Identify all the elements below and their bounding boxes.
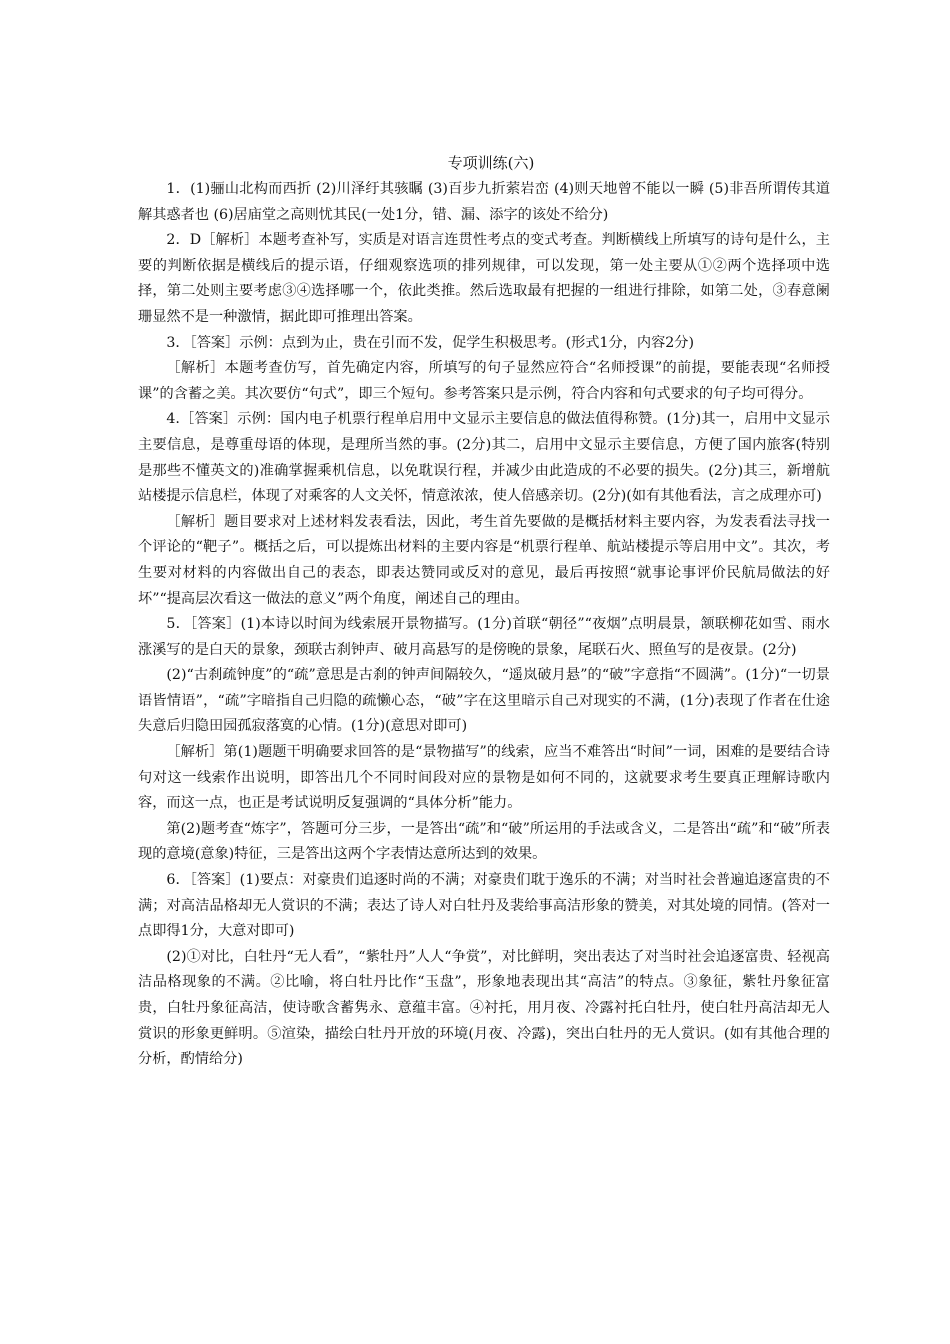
answer-1: 1．(1)骊山北构而西折 (2)川泽纡其骇瞩 (3)百步九折萦岩峦 (4)则天地曾不能以一瞬 (5)非吾所谓传其道解其惑者也 (6)居庙堂之高则忧其民(一处1分，错、漏、添字的该处不给分) xyxy=(138,181,830,223)
answer-5-part-2: (2)“古刹疏钟度”的“疏”意思是古刹的钟声间隔较久，“遥岚破月悬”的“破”字意指“不圆满”。(1分)“一切景语皆情语”，“疏”字暗指自己归隐的疏懒心态，“破”字在这里暗示自己对现实的不满，(1分)表现了作者在仕途失意后归隐田园孤寂落寞的心情。(1分)(意思对即可) xyxy=(138,667,830,735)
answer-3: 3．［答案］示例：点到为止，贵在引而不发，促学生积极思考。(形式1分，内容2分) xyxy=(166,334,695,351)
answer-4: 4.［答案］示例：国内电子机票行程单启用中文显示主要信息的做法值得称赞。(1分)其一，启用中文显示主要信息，是尊重母语的体现，是理所当然的事。(2分)其二，启用中文显示主要信息，方便了国内旅客(特别是那些不懂英文的)准确掌握乘机信息，以免耽误行程，并减少由此造成的不必要的损失。(2分)其三，新增航站楼提示信息栏，体现了对乘客的人文关怀，情意浓浓，使人倍感亲切。(2分)(如有其他看法，言之成理亦可) xyxy=(138,411,830,505)
page-title: 专项训练(六) xyxy=(447,154,535,172)
analysis-5-part-2: 第(2)题考查“炼字”，答题可分三步，一是答出“疏”和“破”所运用的手法或含义，二是答出“疏”和“破”所表现的意境(意象)特征，三是答出这两个字表情达意所达到的效果。 xyxy=(138,820,830,863)
analysis-4: ［解析］题目要求对上述材料发表看法，因此，考生首先要做的是概括材料主要内容，为发表看法寻找一个评论的“靶子”。概括之后，可以提炼出材料的主要内容是“机票行程单、航站楼提示等启用中文”。其次，考生要对材料的内容做出自己的表态，即表达赞同或反对的意见，最后再按照“就事论事评价民航局做法的好坏”“提高层次看这一做法的意义”两个角度，阐述自己的理由。 xyxy=(138,513,830,607)
answer-6-part-1: 6．［答案］(1)要点：对豪贵们追逐时尚的不满；对豪贵们耽于逸乐的不满；对当时社会普遍追逐富贵的不满；对高洁品格却无人赏识的不满；表达了诗人对白牡丹及裴给事高洁形象的赞美，对其处境的同情。(答对一点即得1分，大意对即可) xyxy=(138,872,830,940)
document-page xyxy=(138,152,830,1073)
analysis-3: ［解析］本题考查仿写，首先确定内容，所填写的句子显然应符合“名师授课”的前提，要能表现“名师授课”的含蓄之美。其次要仿“句式”，即三个短句。参考答案只是示例，符合内容和句式要求的句子均可得分。 xyxy=(138,360,830,402)
answer-5-part-1: 5．［答案］(1)本诗以时间为线索展开景物描写。(1分)首联“朝径”“夜烟”点明晨景，颔联柳花如雪、雨水涨溪写的是白天的景象，颈联古刹钟声、破月高悬写的是傍晚的景象，尾联石火、照鱼写的是夜景。(2分) xyxy=(138,616,830,658)
analysis-5-part-1: ［解析］第(1)题题干明确要求回答的是“景物描写”的线索，应当不难答出“时间”一词，困难的是要结合诗句对这一线索作出说明，即答出几个不同时间段对应的景物是如何不同的，这就要求考生要真正理解诗歌内容，而这一点，也正是考试说明反复强调的“具体分析”能力。 xyxy=(138,744,830,812)
answer-6-part-2: (2)①对比，白牡丹“无人看”，“紫牡丹”人人“争赏”，对比鲜明，突出表达了对当时社会追逐富贵、轻视高洁品格现象的不满。②比喻，将白牡丹比作“玉盘”，形象地表现出其“高洁”的特点。③象征，紫牡丹象征富贵，白牡丹象征高洁，使诗歌含蓄隽永、意蕴丰富。④衬托，用月夜、冷露衬托白牡丹，使白牡丹高洁却无人赏识的形象更鲜明。⑤渲染，描绘白牡丹开放的环境(月夜、冷露)，突出白牡丹的无人赏识。(如有其他合理的分析，酌情给分) xyxy=(138,948,830,1068)
answer-2: 2．D［解析］本题考查补写，实质是对语言连贯性考点的变式考查。判断横线上所填写的诗句是什么，主要的判断依据是横线后的提示语，仔细观察选项的排列规律，可以发现，第一处主要从①②两个选择项中选择，第二处则主要考虑③④选择哪一个，依此类推。然后选取最有把握的一组进行排除，如第二处，③春意阑珊显然不是一种激情，据此即可推理出答案。 xyxy=(138,232,830,325)
